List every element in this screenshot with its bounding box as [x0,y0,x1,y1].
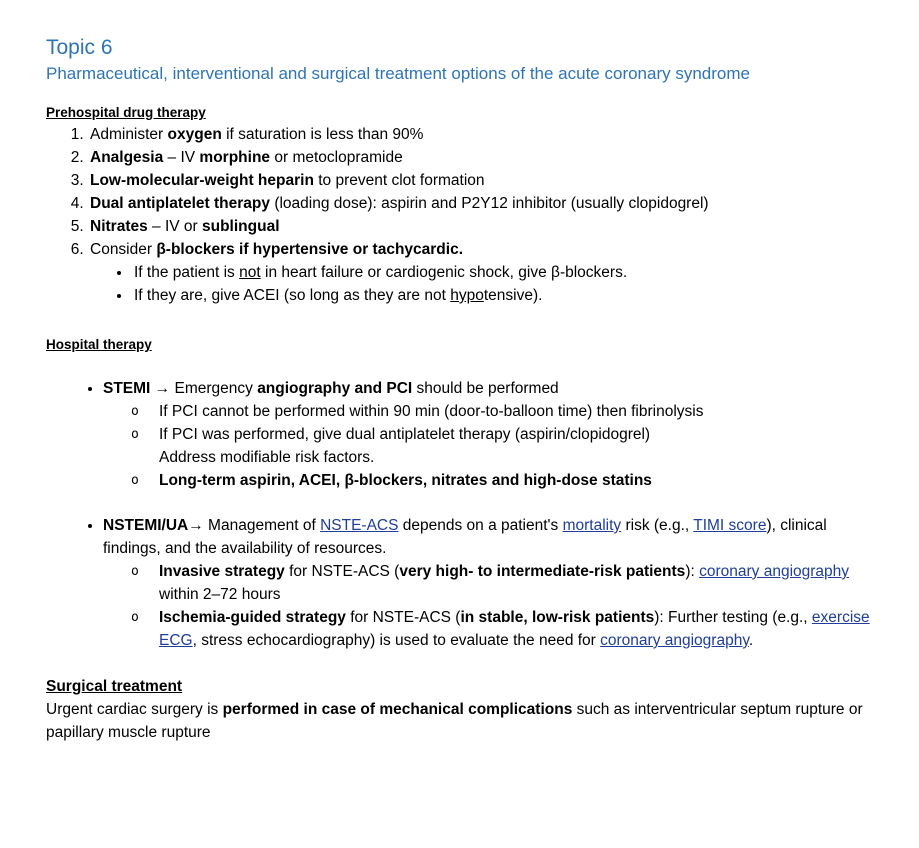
stemi-item: • STEMI → Emergency angiography and PCI should be performed o If PCI cannot be performed within 90 min (door-to-balloon time) then fibrinolysis o If PCI was performed, give dual antiplatelet therapy (aspirin/clopidogrel) Address modifiable risk factors. o Long-term aspirin, ACEI, β-blockers, nitrates and high-dose statins [103,377,879,492]
list-item: 5. Nitrates – IV or sublingual [88,215,879,238]
hospital-list [46,377,879,652]
list-item: • If the patient is not in heart failure or cardiogenic shock, give β-blockers. [132,261,879,284]
spacer [103,492,879,514]
prehospital-heading: Prehospital drug therapy [46,105,206,120]
list-item: o If PCI cannot be performed within 90 min (door-to-balloon time) then fibrinolysis [159,400,879,423]
list-item: o Invasive strategy for NSTE-ACS (very high- to intermediate-risk patients): coronary angiography within 2–72 hours [159,560,879,606]
coronary-angiography-link-2[interactable]: coronary angiography [600,632,749,649]
nstemi-sublist [103,560,879,652]
list-item: 4. Dual antiplatelet therapy (loading dose): aspirin and P2Y12 inhibitor (usually clopidogrel) [88,192,879,215]
surgical-text: Urgent cardiac surgery is performed in case of mechanical complications such as interventricular septum rupture or papillary muscle rupture [46,701,863,741]
nste-acs-link[interactable]: NSTE-ACS [320,517,399,534]
list-item: 2. Analgesia – IV morphine or metoclopramide [88,146,879,169]
list-item: 6. Consider β-blockers if hypertensive or tachycardic. • If the patient is not in heart failure or cardiogenic shock, give β-blockers. • If they are, give ACEI (so long as they are not hypotensive). [88,238,879,307]
list-item: 3. Low-molecular-weight heparin to prevent clot formation [88,169,879,192]
topic-subtitle: Pharmaceutical, interventional and surgical treatment options of the acute coronary syndrome [46,64,750,83]
timi-score-link[interactable]: TIMI score [693,517,767,534]
prehospital-list [46,123,879,307]
list-item: o Ischemia-guided strategy for NSTE-ACS (in stable, low-risk patients): Further testing (e.g., exercise ECG, stress echocardiography) is used to evaluate the need for coronary angiography. [159,606,879,652]
list-item: o If PCI was performed, give dual antiplatelet therapy (aspirin/clopidogrel) Address modifiable risk factors. [159,423,879,469]
list-item: o Long-term aspirin, ACEI, β-blockers, nitrates and high-dose statins [159,469,879,492]
coronary-angiography-link[interactable]: coronary angiography [699,563,850,580]
exercise-ecg-link[interactable]: exercise ECG [159,609,870,649]
stemi-sublist [103,400,879,492]
nstemi-item: • NSTEMI/UA→ Management of NSTE-ACS depends on a patient's mortality risk (e.g., TIMI score), clinical findings, and the availability of resources. o Invasive strategy for NSTE-ACS (very high- to intermediate-risk patients): coronary angiography within 2–72 hours o Ischemia-guided strategy for NSTE-ACS (in stable, low-risk patients): Further testing (e.g., exercise ECG, stress echocardiography) is used to evaluate the need for coronary angiography. [103,514,879,652]
list-item: • If they are, give ACEI (so long as they are not hypotensive). [132,284,879,307]
hospital-heading: Hospital therapy [46,337,152,352]
mortality-link[interactable]: mortality [562,517,622,534]
topic-title: Topic 6 [46,36,113,59]
list-item: 1. Administer oxygen if saturation is less than 90% [88,123,879,146]
surgical-heading: Surgical treatment [46,678,183,695]
beta-blocker-sublist [90,261,879,307]
